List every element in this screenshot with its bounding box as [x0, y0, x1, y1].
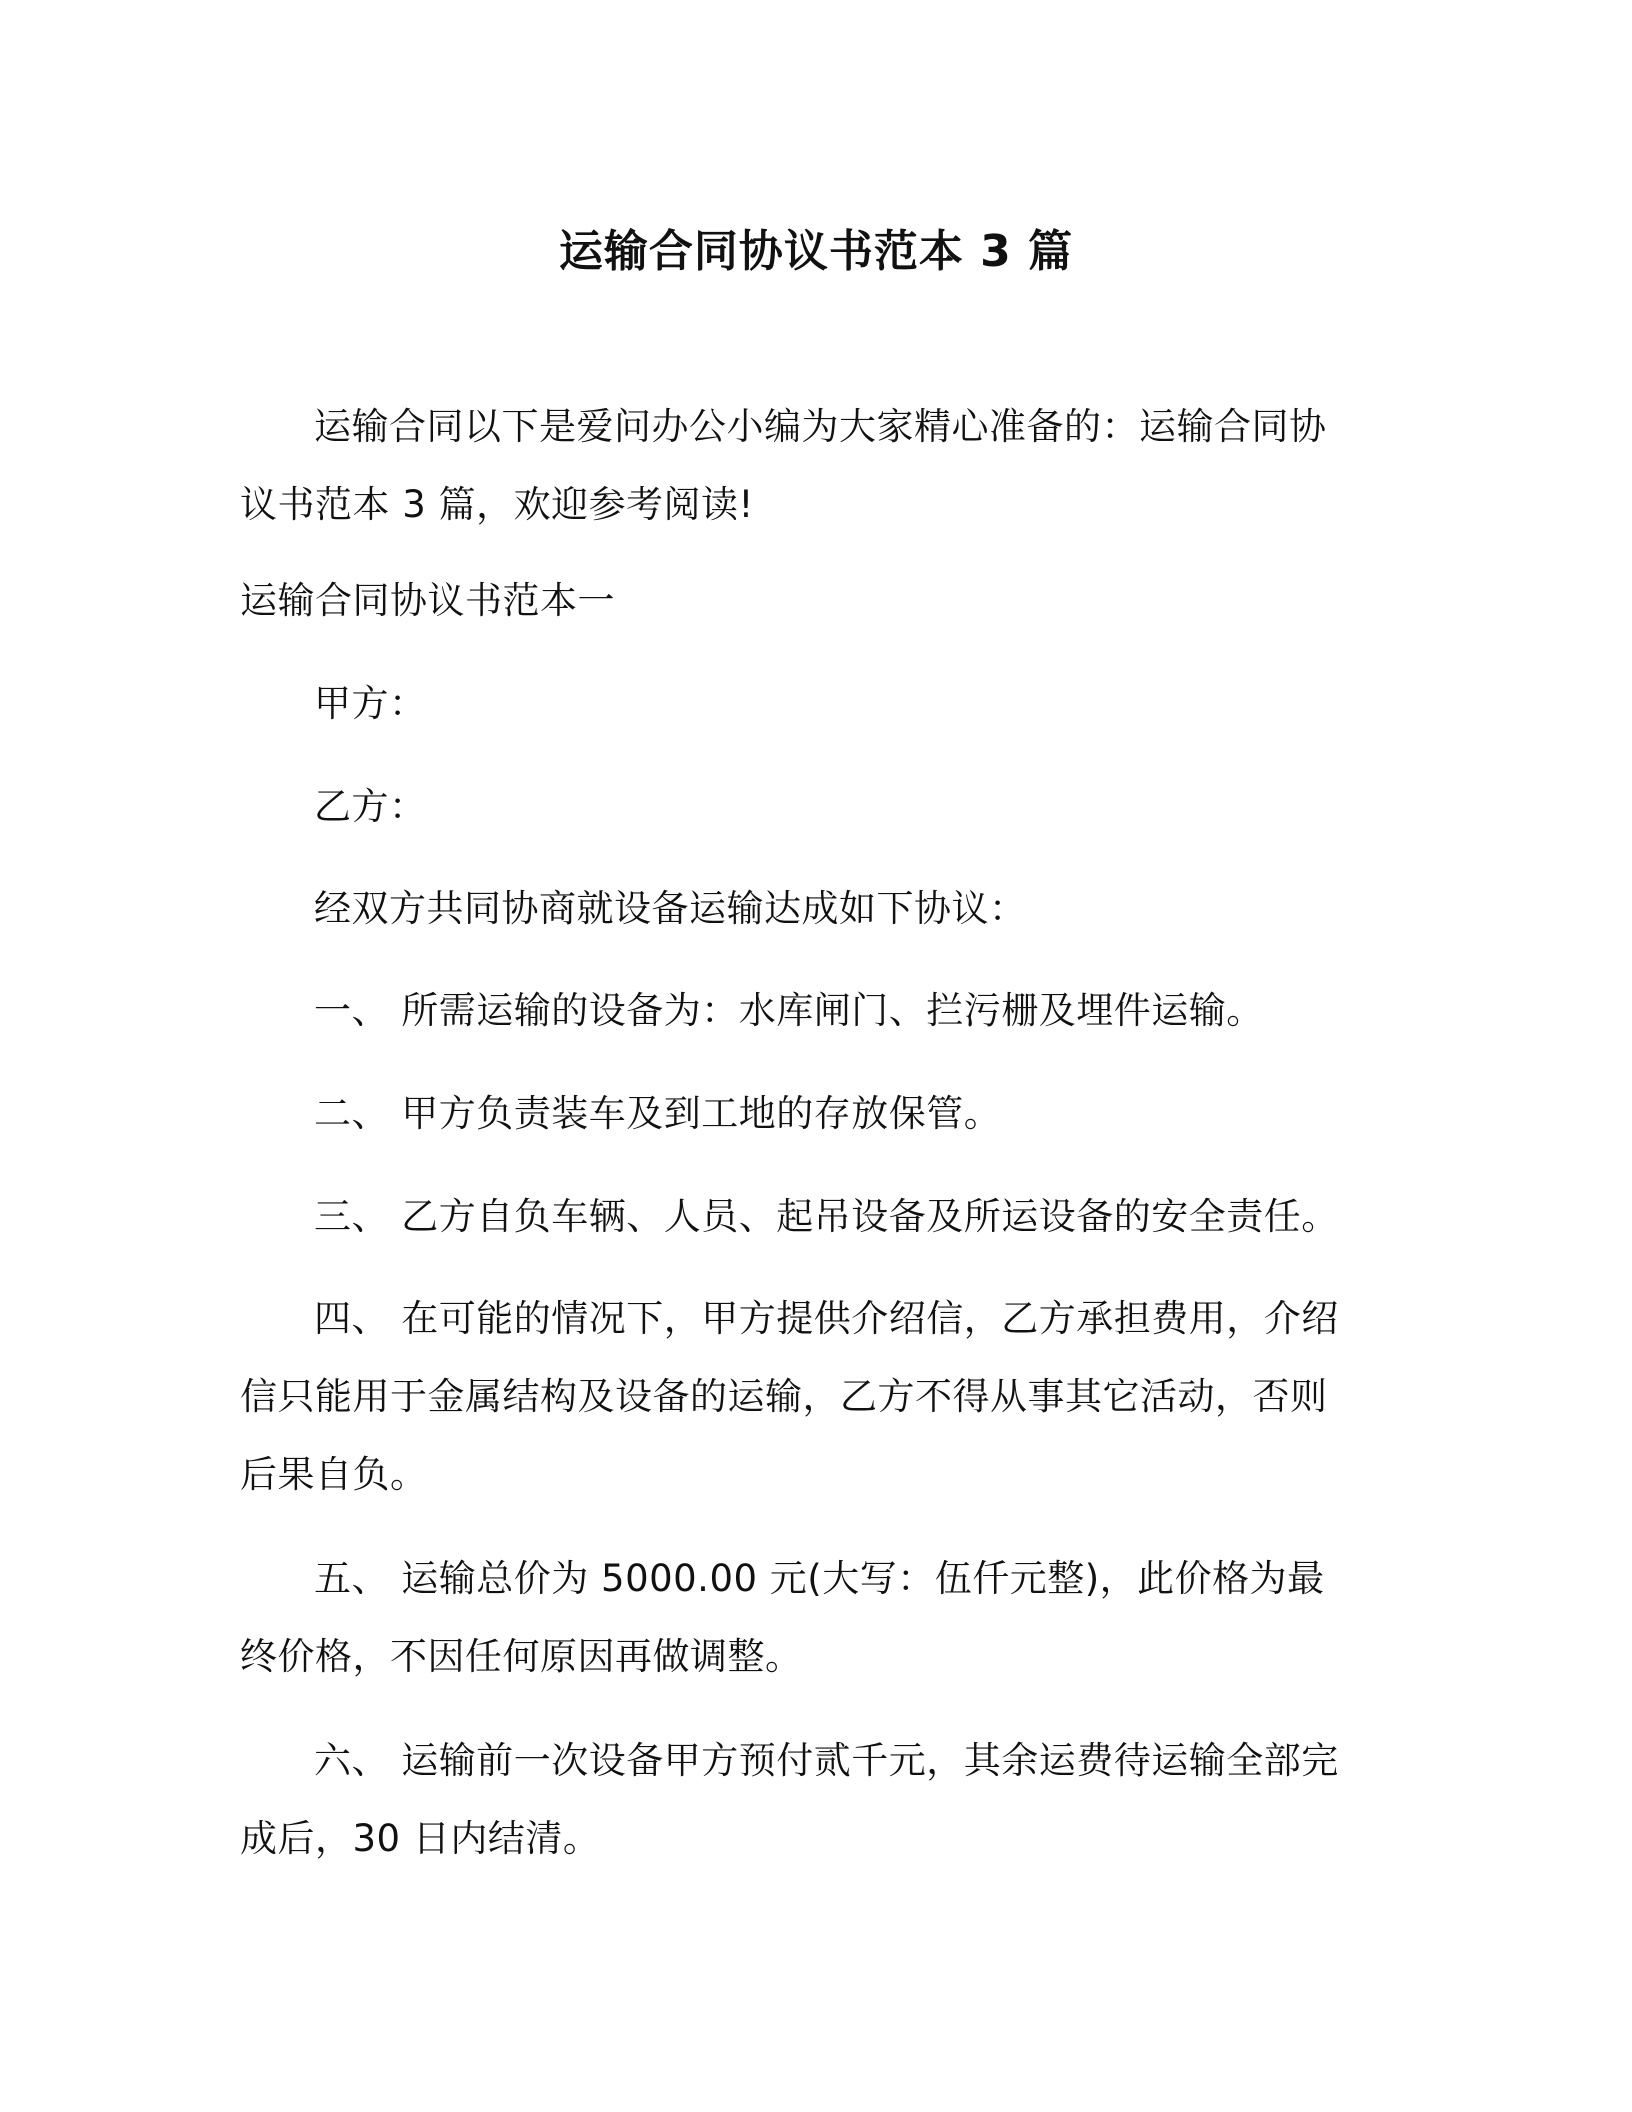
clause-5: 五、 运输总价为 5000.00 元(大写：伍仟元整)，此价格为最终价格，不因任何原因再做调整。 [240, 1557, 1325, 1678]
clause-3: 三、 乙方自负车辆、人员、起吊设备及所运设备的安全责任。 [314, 1195, 1339, 1238]
preamble-paragraph: 经双方共同协商就设备运输达成如下协议： [314, 887, 1027, 930]
clause-2: 二、 甲方负责装车及到工地的存放保管。 [314, 1092, 1002, 1135]
party-b-line: 乙方： [314, 785, 427, 828]
section-heading: 运输合同协议书范本一 [240, 579, 615, 622]
clause-6: 六、 运输前一次设备甲方预付贰千元，其余运费待运输全部完成后，30 日内结清。 [240, 1739, 1339, 1860]
clause-1: 一、 所需运输的设备为：水库闸门、拦污栅及埋件运输。 [314, 989, 1264, 1032]
party-a-line: 甲方： [314, 682, 427, 725]
intro-paragraph: 运输合同以下是爱问办公小编为大家精心准备的：运输合同协议书范本 3 篇，欢迎参考阅读! [240, 405, 1327, 526]
document-title: 运输合同协议书范本 3 篇 [558, 226, 1074, 277]
clause-4: 四、 在可能的情况下，甲方提供介绍信，乙方承担费用，介绍信只能用于金属结构及设备的运输，乙方不得从事其它活动，否则后果自负。 [240, 1297, 1339, 1496]
